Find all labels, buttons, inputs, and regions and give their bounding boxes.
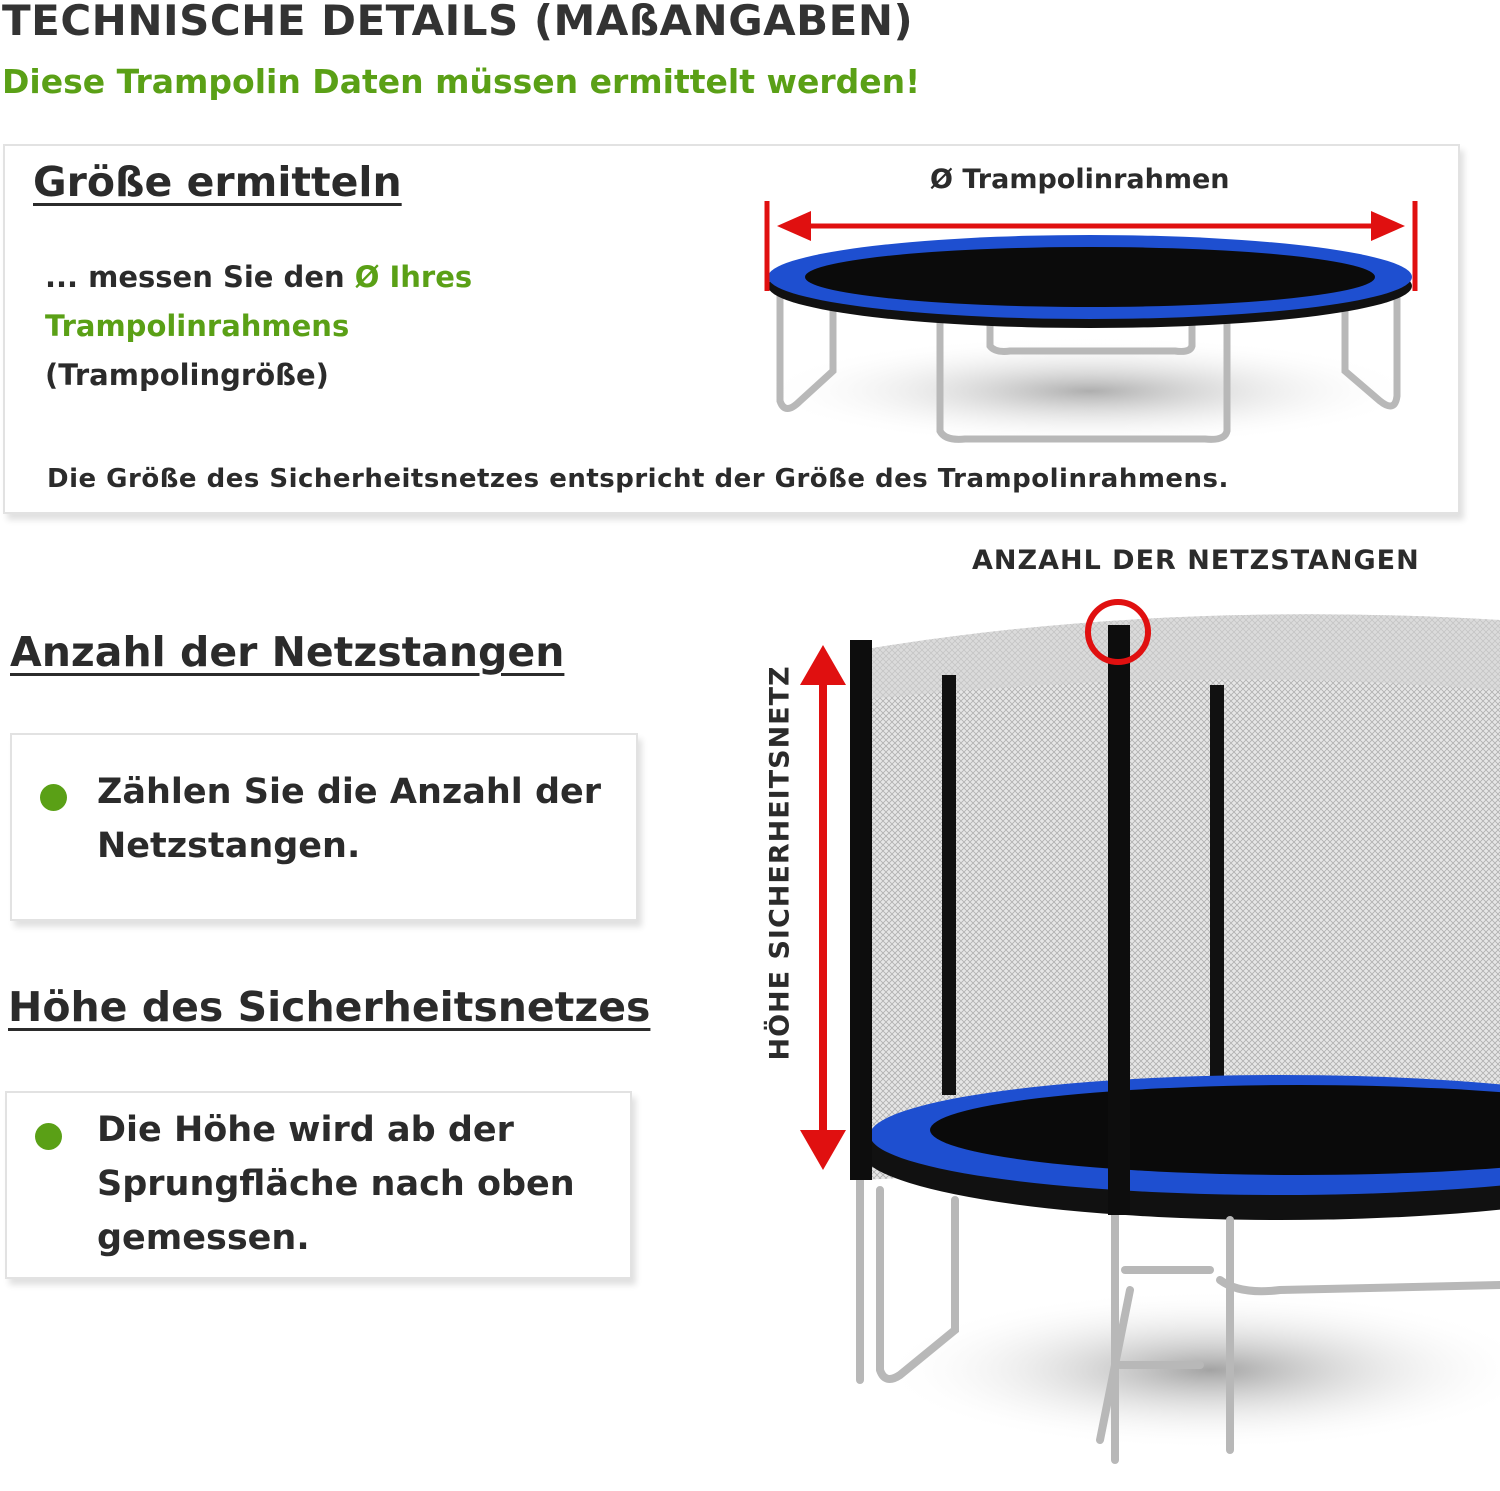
diameter-label: Ø Trampolinrahmen [930, 164, 1230, 195]
poles-label: ANZAHL DER NETZSTANGEN [972, 545, 1420, 576]
page-subtitle: Diese Trampolin Daten müssen ermittelt werden! [2, 62, 921, 101]
size-note: Die Größe des Sicherheitsnetzes entspricht der Größe des Trampolinrahmens. [47, 464, 1229, 494]
trampoline-net-illustration [760, 590, 1500, 1480]
poles-instruction: Zählen Sie die Anzahl der Netzstangen. [97, 772, 601, 866]
net-heading: Höhe des Sicherheitsnetzes [8, 983, 651, 1031]
poles-heading: Anzahl der Netzstangen [10, 628, 565, 676]
size-instruction-suffix: (Trampolingröße) [45, 358, 329, 392]
net-instruction: Die Höhe wird ab der Sprungfläche nach oben gemessen. [97, 1110, 575, 1258]
size-instruction-prefix: ... messen Sie den [45, 260, 355, 294]
net-card [5, 1091, 632, 1279]
bullet-icon [35, 1123, 62, 1150]
poles-card [10, 733, 638, 921]
bullet-icon [40, 784, 67, 811]
size-instruction [45, 253, 605, 400]
trampoline-frame-illustration [745, 191, 1435, 456]
size-heading: Größe ermitteln [33, 158, 402, 206]
size-instruction-highlight: Ø Ihres Trampolinrahmens [45, 260, 473, 343]
page-title: TECHNISCHE DETAILS (MAßANGABEN) [2, 0, 914, 45]
size-card [3, 144, 1460, 514]
net-height-label: HÖHE SICHERHEITSNETZ [764, 665, 796, 1061]
